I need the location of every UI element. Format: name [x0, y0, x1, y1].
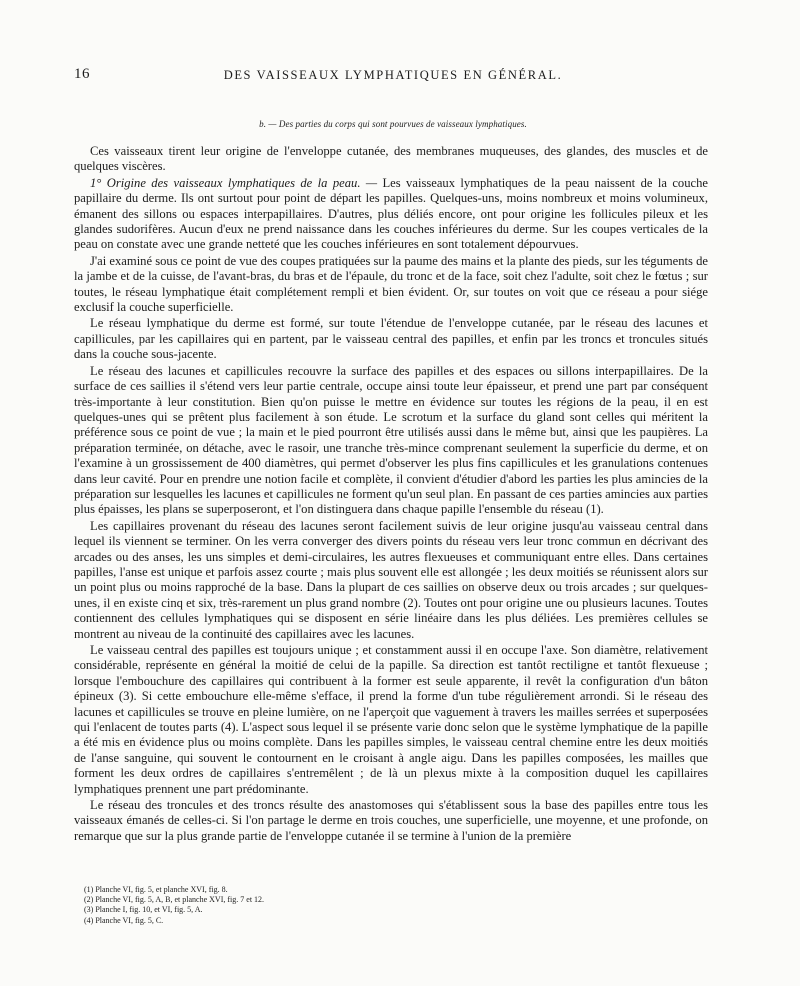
paragraph: Le réseau des lacunes et capillicules recouvre la surface des papilles et des espaces ou sillons interpapillaires. De la surface de ces saillies il s'étend vers leur partie centrale, occupe ainsi toute leur épaisseur, et prend une part par conséquent très-importante à leur constitution. Bien qu'on puisse le mettre en évidence sur toutes les régions de la peau, il en est quelques-unes qui se prêtent plus facilement à son étude. Le scrotum et la surface du gland sont celles qui méritent la préférence sous ce point de vue ; la main et le pied pourront être utilisés aussi dans le même but, ainsi que les paupières. La préparation terminée, on détache, avec le rasoir, une tranche très-mince comprenant seulement la superficie du derme, et on l'examine à un grossissement de 400 diamètres, qui permet d'observer les plus fins capillicules et les granulations contenues dans leur cavité. Pour en prendre une notion facile et complète, il convient d'étudier d'abord les parties les plus amincies de la préparation sur lesquelles les lacunes et capillicules ne forment qu'un seul plan. En passant de ces parties amincies aux parties plus épaisses, les plans se superposeront, et l'on distinguera dans chaque papille l'ensemble du réseau (1). — [74, 363, 708, 517]
paragraph: Ces vaisseaux tirent leur origine de l'enveloppe cutanée, des membranes muqueuses, des glandes, des muscles et de quelques viscères. — [74, 144, 708, 174]
running-title: DES VAISSEAUX LYMPHATIQUES EN GÉNÉRAL. — [223, 68, 563, 82]
paragraph: Le réseau des troncules et des troncs résulte des anastomoses qui s'établissent sous la base des papilles entre tous les vaisseaux émanés de celles-ci. Si l'on partage le derme en trois couches, une superficielle, une moyenne, et une profonde, on remarque que sur la plus grande partie de l'enveloppe cutanée il se termine à l'union de la première — [74, 798, 708, 843]
paragraph: J'ai examiné sous ce point de vue des coupes pratiquées sur la paume des mains et la plante des pieds, sur les téguments de la jambe et de la cuisse, de l'avant-bras, du bras et de l'épaule, du tronc et de la face, soit chez l'adulte, soit chez le fœtus ; sur toutes, le réseau lymphatique était complétement rempli et bien évident. Or, sur toutes on voit que ce réseau a pour siége exclusif la couche superficielle. — [74, 253, 708, 315]
paragraph-text: Les vaisseaux lymphatiques de la peau naissent de la couche papillaire du derme. Ils ont surtout pour point de départ les papilles. Quelques-uns, moins nombreux et moins volumineux, émanent des sillons ou espaces interpapillaires. D'autres, plus déliés encore, ont pour origine les follicules pileux et les glandes sudorifères. Aucun d'eux ne prend naissance dans les couches inférieures du derme. Sur les coupes verticales de la peau on constate avec une grande netteté que les couches inférieures en sont totalement dépourvues. — [74, 175, 708, 252]
footnote: (3) Planche I, fig. 10, et VI, fig. 5, A. — [84, 905, 203, 915]
section-heading: b. — Des parties du corps qui sont pourvues de vaisseaux lymphatiques. — [259, 119, 527, 129]
paragraph: Le vaisseau central des papilles est toujours unique ; et constamment aussi il en occupe l'axe. Son diamètre, relativement considérable, représente en général la moitié de celui de la papille. Sa direction est tantôt rectiligne et tantôt flexueuse ; lorsque l'embouchure des capillaires qui contribuent à la former est seule apparente, il revêt la configuration d'un bâton épineux (3). Si cette embouchure elle-même s'efface, il prend la forme d'un tube régulièrement arrondi. Si le réseau des lacunes et capillicules se trouve en pleine lumière, on ne l'aperçoit que vaguement à travers les mailles serrées et superposées qui l'enlacent de toutes parts (4). L'aspect sous lequel il se présente varie donc selon que le système lymphatique de la papille a été mis en évidence plus ou moins complète. Dans les papilles simples, le vaisseau central chemine entre les deux moitiés de l'anse sanguine, qui souvent le contournent en le croisant à angle aigu. Dans les papilles composées, les mailles que forment les deux ordres de capillaires s'entremêlent ; de là un plexus mixte à la composition duquel les capillaires lymphatiques prennent une part prédominante. — [74, 643, 708, 796]
paragraph — [74, 176, 708, 253]
body-text — [74, 144, 708, 844]
footnotes — [84, 885, 704, 926]
paragraph-lead: 1° Origine des vaisseaux lymphatiques de la peau. — — [90, 175, 378, 190]
page-header — [74, 66, 712, 88]
footnote: (2) Planche VI, fig. 5, A, B, et planche XVI, fig. 7 et 12. — [84, 895, 265, 905]
footnote: (1) Planche VI, fig. 5, et planche XVI, fig. 8. — [84, 885, 228, 894]
page-number: 16 — [74, 66, 90, 82]
paragraph: Les capillaires provenant du réseau des lacunes seront facilement suivis de leur origine jusqu'au vaisseau central dans lequel ils viennent se terminer. On les verra converger des divers points du réseau vers leur tronc commun en décrivant des arcades ou des anses, les uns simples et demi-circulaires, les autres flexueuses et communiquant entre elles. Dans certaines papilles, l'anse est unique et parfois assez courte ; mais plus souvent elle est allongée ; les deux moitiés se réunissent alors sur un point plus ou moins rapproché de la base. Dans la plupart de ces saillies on observe deux ou trois arcades ; sur quelques-unes, il en existe cinq et six, très-rarement un plus grand nombre (2). Toutes ont pour origine une ou plusieurs lacunes. Toutes contiennent des cellules lymphatiques qui se disposent en série linéaire dans les plus déliées. Les premières cellules se montrent au niveau de la continuité des capillaires avec les lacunes. — [74, 518, 708, 641]
footnote: (4) Planche VI, fig. 5, C. — [84, 915, 164, 925]
paragraph: Le réseau lymphatique du derme est formé, sur toute l'étendue de l'enveloppe cutanée, par le réseau des lacunes et capillicules, par les capillaires qui en partent, par le vaisseau central des papilles, et enfin par les troncs et troncules situés dans la couche sous-jacente. — [74, 316, 708, 362]
